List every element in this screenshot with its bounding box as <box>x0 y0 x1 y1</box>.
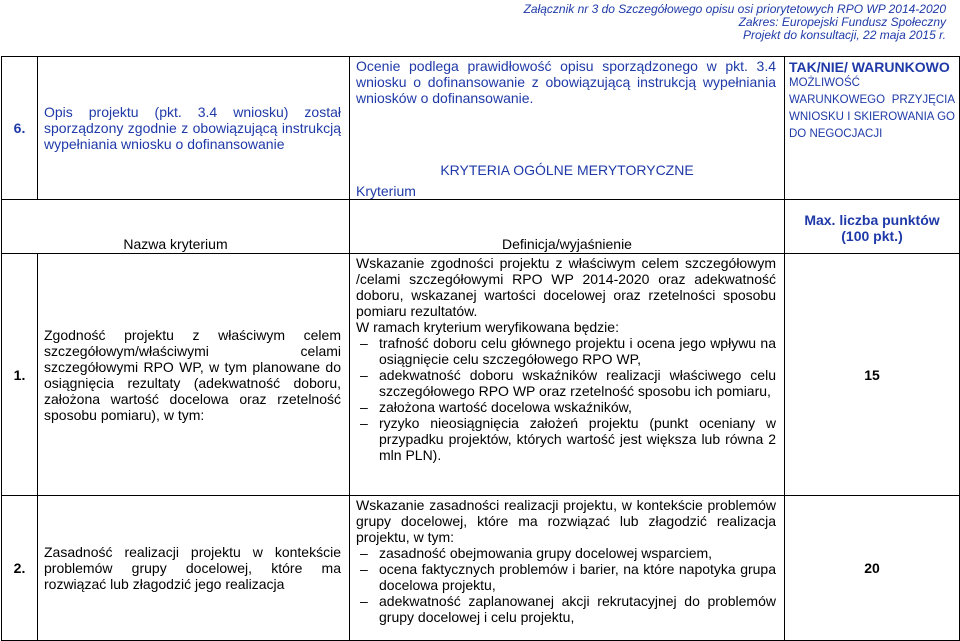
row-number: 1. <box>2 254 38 496</box>
list-item: – ocena faktycznych problemów i barier, na które napotyka grupa docelowa projektu, <box>356 561 776 593</box>
max-points-header: Max. liczba punktów (100 pkt.) <box>785 200 960 254</box>
max-points: 20 <box>785 496 960 641</box>
definition-list <box>356 335 776 463</box>
criterion-row-1 <box>2 254 960 496</box>
list-item: – zasadność obejmowania grupy docelowej wsparciem, <box>356 545 776 561</box>
criterion-name: Opis projektu (pkt. 3.4 wniosku) został sporządzony zgodnie z obowiązującą instrukcją wypełniania wniosku o dofinansowanie <box>38 57 350 200</box>
header-line-1: Załącznik nr 3 do Szczegółowego opisu osi priorytetowych RPO WP 2014-2020 <box>523 2 946 16</box>
criterion-definition <box>350 254 785 496</box>
status-cell <box>785 57 960 200</box>
header-line-3: Projekt do konsultacji, 22 maja 2015 r. <box>743 28 946 42</box>
header-line-2: Zakres: Europejski Fundusz Społeczny <box>738 15 946 29</box>
definition-list <box>356 545 776 625</box>
section-title: KRYTERIA OGÓLNE MERYTORYCZNE <box>440 162 694 178</box>
definition-header: Definicja/wyjaśnienie <box>350 200 785 254</box>
list-item: – założona wartość docelowa wskaźników, <box>356 399 776 415</box>
criterion-definition <box>350 496 785 641</box>
definition-intro-2: W ramach kryterium weryfikowana będzie: <box>356 319 619 335</box>
definition-intro: Wskazanie zasadności realizacji projektu, w kontekście problemów grupy docelowej, które ma rozwiązać lub złagodzić realizacja projektu, w tym: <box>356 497 776 545</box>
criterion-row-6 <box>2 57 960 200</box>
row-number: 2. <box>2 496 38 641</box>
criterion-row-2 <box>2 496 960 641</box>
max-points: 15 <box>785 254 960 496</box>
name-header: Nazwa kryterium <box>2 200 350 254</box>
header-row <box>2 200 960 254</box>
status-subtitle: MOŻLIWOŚĆ WARUNKOWEGO PRZYJĘCIA WNIOSKU I SKIEROWANIA GO DO NEGOCJACJI <box>789 77 955 140</box>
list-item: – adekwatność doboru wskaźników realizacji właściwego celu szczegółowego RPO WP oraz rzetelność sposobu ich pomiaru, <box>356 367 776 399</box>
list-item: – adekwatność zaplanowanej akcji rekrutacyjnej do problemów grupy docelowej i celu projektu, <box>356 593 776 625</box>
definition-intro: Wskazanie zgodności projektu z właściwym celem szczegółowym /celami szczegółowymi RPO WP 2014-2020 oraz adekwatność doboru, wskazanej wartości docelowej oraz rzetelności sposobu pomiaru rezultatów. <box>356 255 776 319</box>
criterion-definition-cell <box>350 57 785 200</box>
criterion-name: Zasadność realizacji projektu w kontekście problemów grupy docelowej, które ma rozwiązać lub złagodzić jego realizacja <box>38 496 350 641</box>
list-item: – ryzyko nieosiągnięcia założeń projektu (punkt oceniany w przypadku projektów, których wartość jest większa lub równa 2 mln PLN). <box>356 415 776 463</box>
list-item: – trafność doboru celu głównego projektu i ocena jego wpływu na osiągnięcie celu szczegółowego RPO WP, <box>356 335 776 367</box>
row-number: 6. <box>2 57 38 200</box>
status-title: TAK/NIE/ WARUNKOWO <box>789 59 950 75</box>
criteria-table <box>1 56 960 641</box>
document-header <box>524 3 946 42</box>
criterion-definition: Ocenie podlega prawidłowość opisu sporządzonego w pkt. 3.4 wniosku o dofinansowanie z obowiązującą instrukcją wypełniania wniosków o dofinansowanie. <box>356 58 776 106</box>
criterion-name: Zgodność projektu z właściwym celem szczegółowym/właściwymi celami szczegółowymi RPO WP, w tym planowane do osiągnięcia rezultaty (adekwatność doboru, założona wartość docelowa oraz rzetelność sposobu pomiaru), w tym: <box>38 254 350 496</box>
criterion-label: Kryterium <box>356 183 416 199</box>
